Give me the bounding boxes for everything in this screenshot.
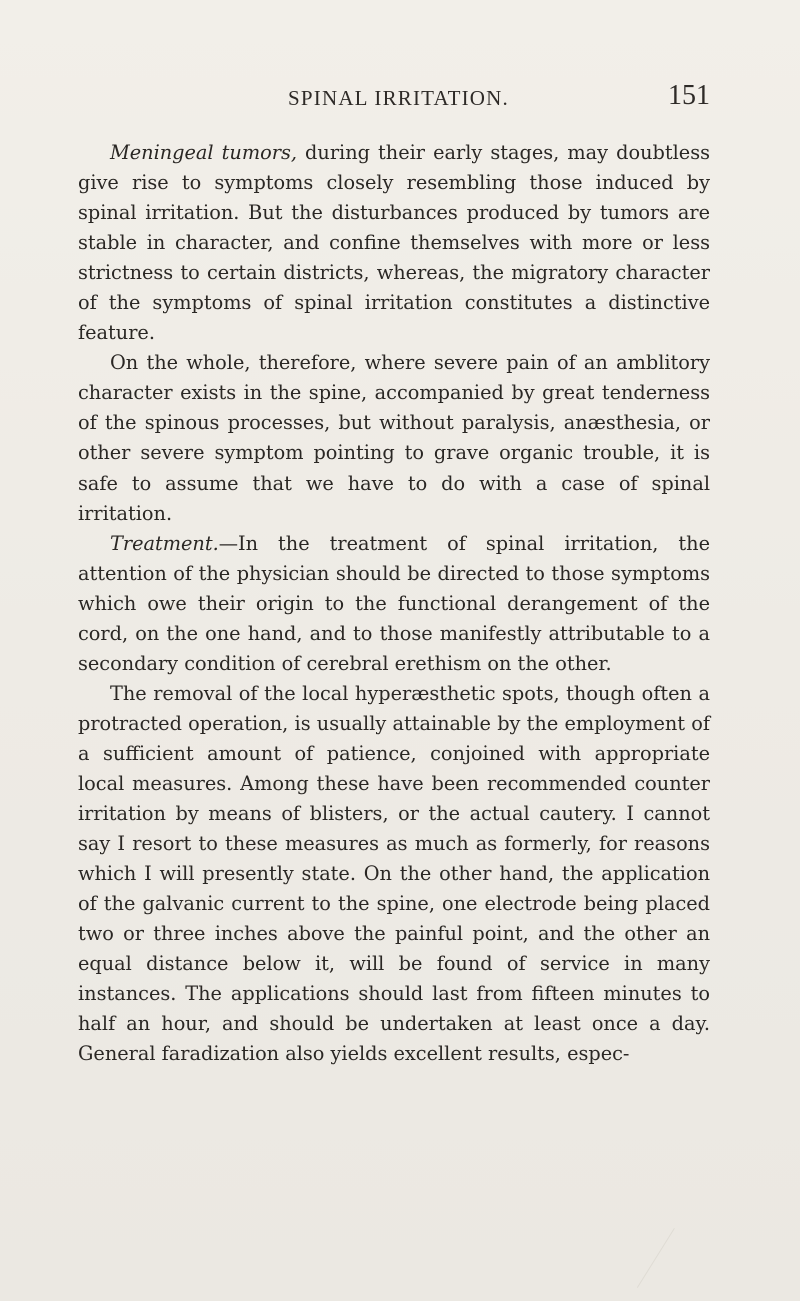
paragraph-removal [78,679,710,1070]
body-text [78,138,710,1069]
paragraph-text: during their early stages, may doubtless give rise to symptoms closely resembling those induced by spinal irritation. But the disturbances produced by tumors are stable in character, and confine themselves with more or less strictness to certain districts, whereas, the migratory character of the symptoms of spinal irritation constitutes a distinctive feature. [78,141,710,345]
paragraph-treatment [78,529,710,679]
run-in-heading: Meningeal tumors, [110,141,297,164]
page-number: 151 [668,80,710,111]
running-title: SPINAL IRRITATION. [288,86,509,110]
run-in-heading: Treatment. [110,531,219,555]
running-head [78,80,710,116]
paragraph-text: On the whole, therefore, where severe pain of an amblitory character exists in the spine, accompanied by great tenderness of the spinous processes, but without paralysis, anæsthesia, or other severe symptom pointing to grave organic trouble, it is safe to assume that we have to do with a case of spinal irritation. [78,351,710,525]
paragraph-text: The removal of the local hyperæsthetic spots, though often a protracted operation, is usually attainable by the employment of a sufficient amount of patience, conjoined with appropriate local measures. Among these have been recommended counter irritation by means of blisters, or the actual cautery. I cannot say I resort to these measures as much as formerly, for reasons which I will presently state. On the other hand, the application of the galvanic current to the spine, one electrode being placed two or three inches above the painful point, and the other an equal distance below it, will be found of service in many instances. The applications should last from fifteen minutes to half an hour, and should be undertaken at least once a day. General faradization also yields excellent results, espec- [78,681,710,1066]
paragraph-on-the-whole [78,348,710,528]
paper-crease [637,1228,675,1288]
paragraph-meningeal-tumors [78,138,710,348]
paragraph-text: —In the treatment of spinal irritation, the attention of the physician should be directed to those symptoms which owe their origin to the functional derangement of the cord, on the one hand, and to those manifestly attributable to a secondary condition of cerebral erethism on the other. [78,531,710,675]
